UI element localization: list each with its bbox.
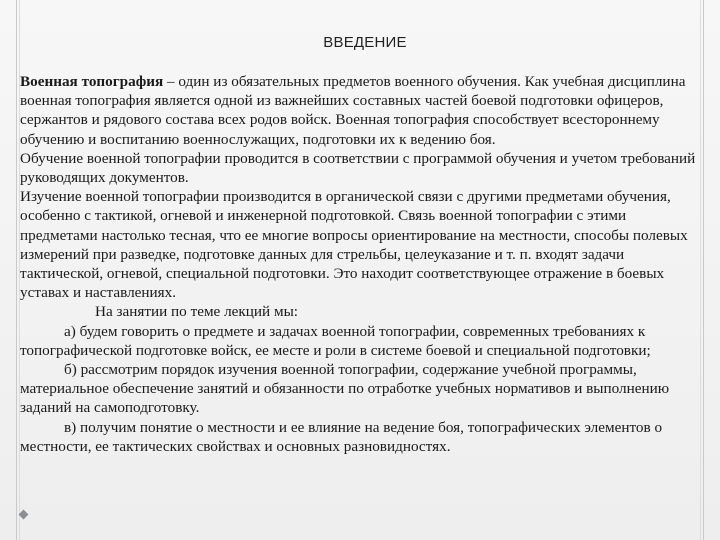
- list-item-b: б) рассмотрим порядок изучения военной топографии, содержание учебной программы, материальное обеспечение занятий и обязанности по отработке учебных нормативов и выполнению заданий на самоподготовку.: [20, 361, 670, 417]
- list-item-a: а) будем говорить о предмете и задачах военной топографии, современных требованиях к топографической подготовке войск, ее месте и роли в системе боевой и специальной подготовки;: [20, 322, 651, 359]
- border-line-right-inner: [700, 0, 701, 540]
- slide-content: [20, 72, 696, 456]
- paragraph-1: Обучение военной топографии проводится в соответствии с программой обучения и учетом требований руководящих документов.: [20, 149, 696, 187]
- intro-text: – один из обязательных предметов военного обучения. Как учебная дисциплина военная топография является одной из важнейших составных частей боевой подготовки офицеров, сержантов и рядового состава всех родов войск. Военная топография способствует всестороннему обучению и воспитанию военнослужащих, подготовки их к ведению боя.: [20, 73, 686, 148]
- border-line-left-outer: [16, 0, 17, 540]
- diamond-ornament-icon: [19, 510, 29, 520]
- border-line-right-outer: [703, 0, 704, 540]
- lecture-intro: На занятии по теме лекций мы:: [95, 303, 299, 321]
- intro-paragraph: [20, 72, 696, 149]
- slide-title: ВВЕДЕНИЕ: [323, 34, 407, 51]
- paragraph-2: Изучение военной топографии производится в органической связи с другими предметами обучения, особенно с тактикой, огневой и инженерной подготовкой. Связь военной топографии с этими предметами настолько тесная, что ее многие вопросы ориентирование на местности, способы полевых измерений при разведке, подготовке данных для стрельбы, целеуказание и т. п. входят задачи тактической, огневой, специальной подготовки. Это находит соответствующее отражение в боевых уставах и наставлениях.: [20, 188, 688, 302]
- list-item-c: в) получим понятие о местности и ее влияние на ведение боя, топографических элементов о местности, ее тактических свойствах и основных разновидностях.: [20, 418, 663, 455]
- intro-term: Военная топография: [20, 73, 164, 90]
